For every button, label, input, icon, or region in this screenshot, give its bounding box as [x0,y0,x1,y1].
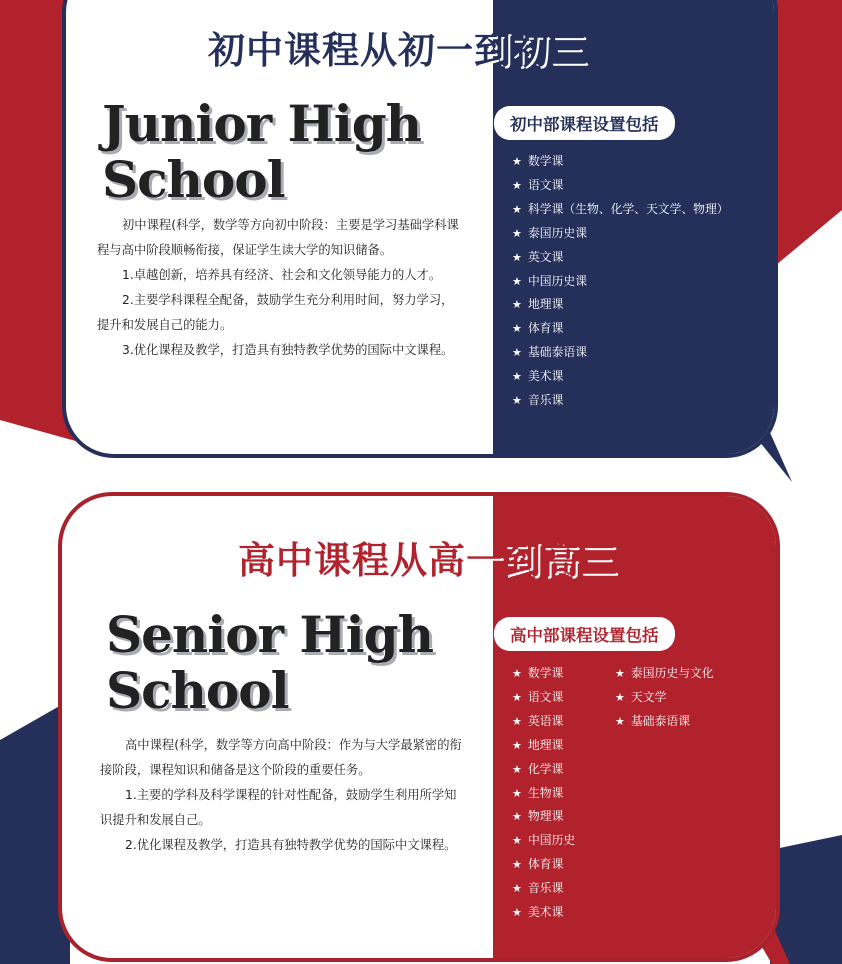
list-item: ★ 地理课 [512,293,729,317]
list-item: ★ 科学课（生物、化学、天文学、物理） [512,198,729,222]
list-item: ★ 天文学 [615,686,714,710]
list-item: ★ 体育课 [512,853,575,877]
star-icon: ★ [512,274,522,288]
list-item: ★ 中国历史课 [512,270,729,294]
senior-english-title-line1: Senior High [106,605,433,664]
star-icon: ★ [512,298,522,312]
list-item: ★ 语文课 [512,174,729,198]
star-icon: ★ [615,667,625,680]
star-icon: ★ [512,786,522,800]
junior-paragraph: 1.卓越创新，培养具有经济、社会和文化领导能力的人才。 [122,268,442,282]
junior-heading: 初中课程从初一到初三 [208,29,588,72]
star-icon: ★ [512,882,522,896]
list-item: ★ 基础泰语课 [615,710,714,734]
junior-paragraph: 初中课程(科学，数学等方向初中阶段：主要是学习基础学科课程与高中阶段顺畅衔接，保证学生读大学的知识储备。 [97,218,459,257]
junior-paragraph: 2.主要学科课程全配备，鼓励学生充分利用时间，努力学习，提升和发展自己的能力。 [97,293,454,332]
star-icon: ★ [512,250,522,264]
star-icon: ★ [512,834,522,848]
list-item: ★ 泰国历史课 [512,222,729,246]
senior-description [100,733,468,858]
list-item: ★ 美术课 [512,901,575,925]
star-icon: ★ [512,810,522,824]
star-icon: ★ [512,155,522,168]
star-icon: ★ [512,178,522,192]
senior-courses-label: 高中部课程设置包括 [494,617,675,651]
star-icon: ★ [512,202,522,216]
list-item: ★ 音乐课 [512,877,575,901]
senior-course-list-col2 [615,662,714,734]
senior-english-title-line2: School [106,661,289,720]
list-item: ★ 数学课 [512,150,729,174]
junior-english-title [102,96,421,208]
senior-course-list-col1 [512,662,575,925]
red-right-wedge [770,0,842,270]
senior-english-title [106,607,433,719]
star-icon: ★ [512,714,522,728]
star-icon: ★ [512,226,522,240]
junior-english-title-line2: School [102,150,285,209]
list-item: ★ 中国历史 [512,829,575,853]
list-item: ★ 生物课 [512,782,575,806]
list-item: ★ 地理课 [512,734,575,758]
list-item: ★ 英语课 [512,710,575,734]
star-icon: ★ [512,394,522,408]
star-icon: ★ [512,667,522,680]
list-item: ★ 化学课 [512,758,575,782]
star-icon: ★ [512,322,522,336]
list-item: ★ 数学课 [512,662,575,686]
list-item: ★ 美术课 [512,365,729,389]
star-icon: ★ [512,738,522,752]
star-icon: ★ [512,858,522,872]
senior-paragraph: 2.优化课程及教学，打造具有独特教学优势的国际中文课程。 [125,838,457,852]
list-item: ★ 体育课 [512,317,729,341]
list-item: ★ 基础泰语课 [512,341,729,365]
senior-heading: 高中课程从高一到高三 [238,539,618,582]
list-item: ★ 音乐课 [512,389,729,413]
star-icon: ★ [512,370,522,384]
junior-course-list [512,150,729,413]
star-icon: ★ [512,690,522,704]
star-icon: ★ [512,346,522,360]
star-icon: ★ [512,906,522,920]
star-icon: ★ [615,714,625,728]
junior-english-title-line1: Junior High [102,94,422,153]
senior-paragraph: 高中课程(科学，数学等方向高中阶段：作为与大学最紧密的衔接阶段，课程知识和储备是这个阶段的重要任务。 [100,738,462,777]
senior-paragraph: 1.主要的学科及科学课程的针对性配备，鼓励学生利用所学知识提升和发展自己。 [100,788,457,827]
list-item: ★ 泰国历史与文化 [615,662,714,686]
star-icon: ★ [512,762,522,776]
junior-description [97,213,465,363]
list-item: ★ 语文课 [512,686,575,710]
junior-courses-label: 初中部课程设置包括 [494,106,675,140]
star-icon: ★ [615,690,625,704]
list-item: ★ 英文课 [512,246,729,270]
list-item: ★ 物理课 [512,805,575,829]
junior-paragraph: 3.优化课程及教学，打造具有独特教学优势的国际中文课程。 [122,343,454,357]
